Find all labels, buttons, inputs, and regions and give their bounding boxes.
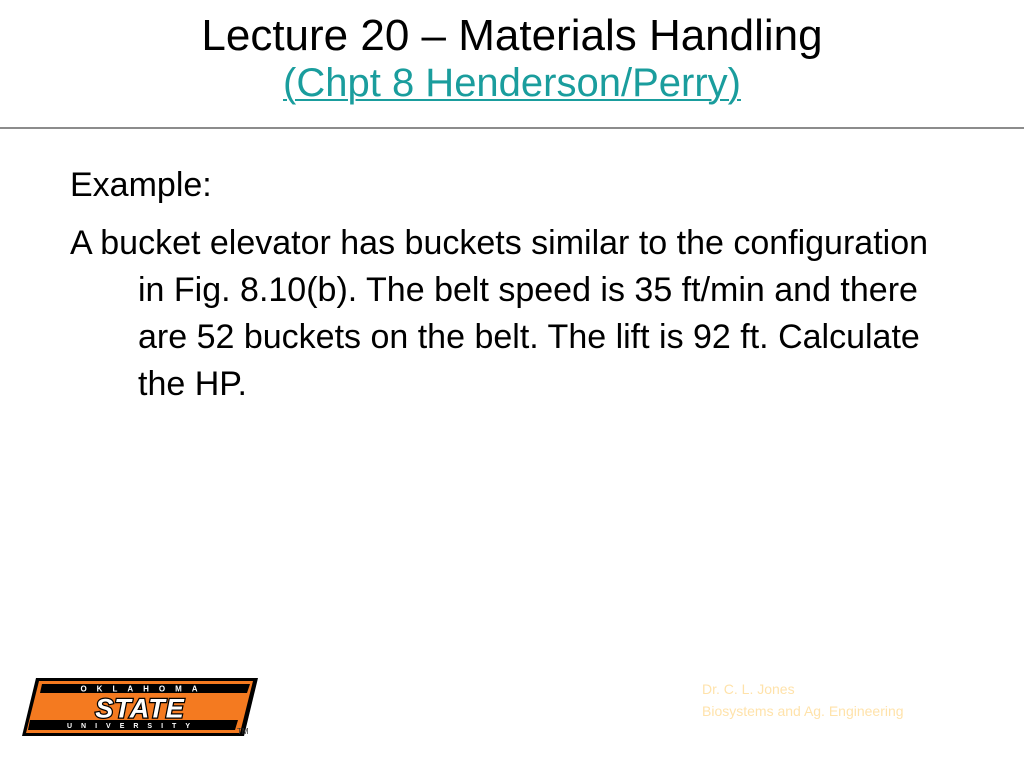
slide-title: Lecture 20 – Materials Handling (201, 11, 823, 60)
header-divider (0, 127, 1024, 129)
logo-main-text: STATE (95, 693, 185, 724)
footer-credit (702, 678, 904, 722)
logo-bottom-text: UNIVERSITY (66, 723, 200, 730)
trademark-mark: TM (237, 727, 249, 736)
problem-statement: A bucket elevator has buckets similar to the configuration in Fig. 8.10(b). The belt speed is 35 ft/min and there are 52 buckets on the belt. The lift is 92 ft. Calculate the HP. (70, 224, 929, 403)
oklahoma-state-university-logo (22, 676, 258, 738)
logo-top-text: OKLAHOMA (80, 684, 208, 694)
slide-header (0, 12, 1024, 106)
author-name: Dr. C. L. Jones (702, 681, 795, 697)
department-name: Biosystems and Ag. Engineering (702, 703, 904, 719)
example-heading: Example: (70, 166, 212, 204)
slide-body (70, 162, 950, 419)
chapter-reference-link[interactable]: (Chpt 8 Henderson/Perry) (283, 61, 741, 105)
